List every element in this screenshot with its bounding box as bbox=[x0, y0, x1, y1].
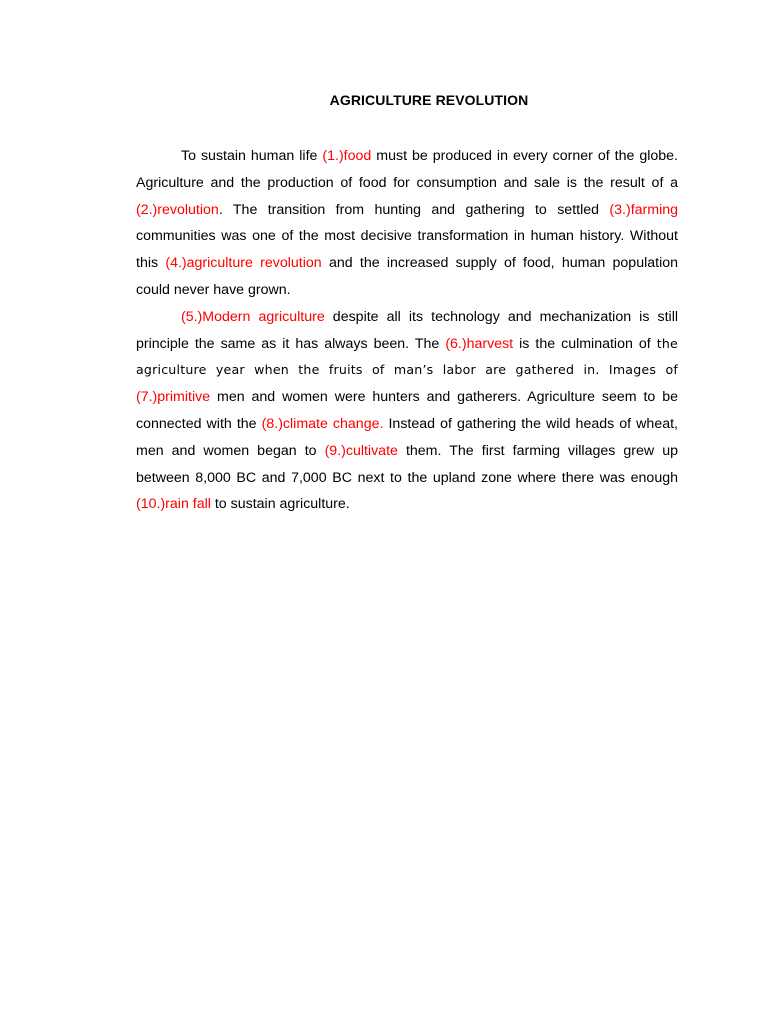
text-segment: and the increased supply of food, human population could never have grown. bbox=[136, 255, 678, 298]
answer-6-harvest: (6.)harvest bbox=[445, 335, 514, 352]
answer-7-primitive: (7.)primitive bbox=[136, 389, 211, 406]
text-segment: . The transition from hunting and gathering to settled bbox=[218, 201, 610, 218]
paragraph-2 bbox=[136, 304, 678, 518]
answer-9-cultivate: (9.)cultivate bbox=[324, 442, 398, 459]
document-title: AGRICULTURE REVOLUTION bbox=[329, 92, 529, 108]
answer-3-farming: (3.)farming bbox=[609, 201, 678, 218]
answer-10-rain-fall: (10.)rain fall bbox=[136, 496, 211, 513]
answer-2-revolution: (2.)revolution bbox=[136, 201, 219, 218]
answer-1-food: (1.)food bbox=[322, 148, 372, 164]
text-segment: men and women were hunters and gatherers. Agriculture seem to be connected with the bbox=[136, 389, 678, 432]
text-segment: them. The first farming villages grew up between 8,000 BC and 7,000 BC next to the upland zone where there was enough bbox=[136, 442, 678, 486]
answer-5-modern-agriculture: (5.)Modern agriculture bbox=[181, 308, 325, 325]
answer-4-agriculture-revolution: (4.)agriculture revolution bbox=[165, 255, 322, 272]
text-segment: is the culmination of bbox=[513, 335, 657, 352]
text-segment: must be produced in every corner of the globe. Agriculture and the production of food for consumption and sale is the result of a bbox=[136, 148, 678, 191]
text-segment-alt-font: the agriculture year when the fruits of man’s labor are gathered in. Images of bbox=[136, 335, 678, 378]
text-segment: communities was one of the most decisive transformation in human history. Without this bbox=[136, 228, 678, 272]
text-segment: to sustain agriculture. bbox=[210, 496, 350, 513]
document-body bbox=[136, 143, 678, 518]
text-segment: To sustain human life bbox=[181, 148, 323, 164]
text-segment: despite all its technology and mechanization is still principle the same as it has always been. The bbox=[136, 308, 678, 352]
paragraph-1 bbox=[136, 143, 678, 304]
answer-8-climate-change: (8.)climate change. bbox=[261, 415, 384, 432]
text-segment: Instead of gathering the wild heads of wheat, men and women began to bbox=[136, 415, 678, 459]
